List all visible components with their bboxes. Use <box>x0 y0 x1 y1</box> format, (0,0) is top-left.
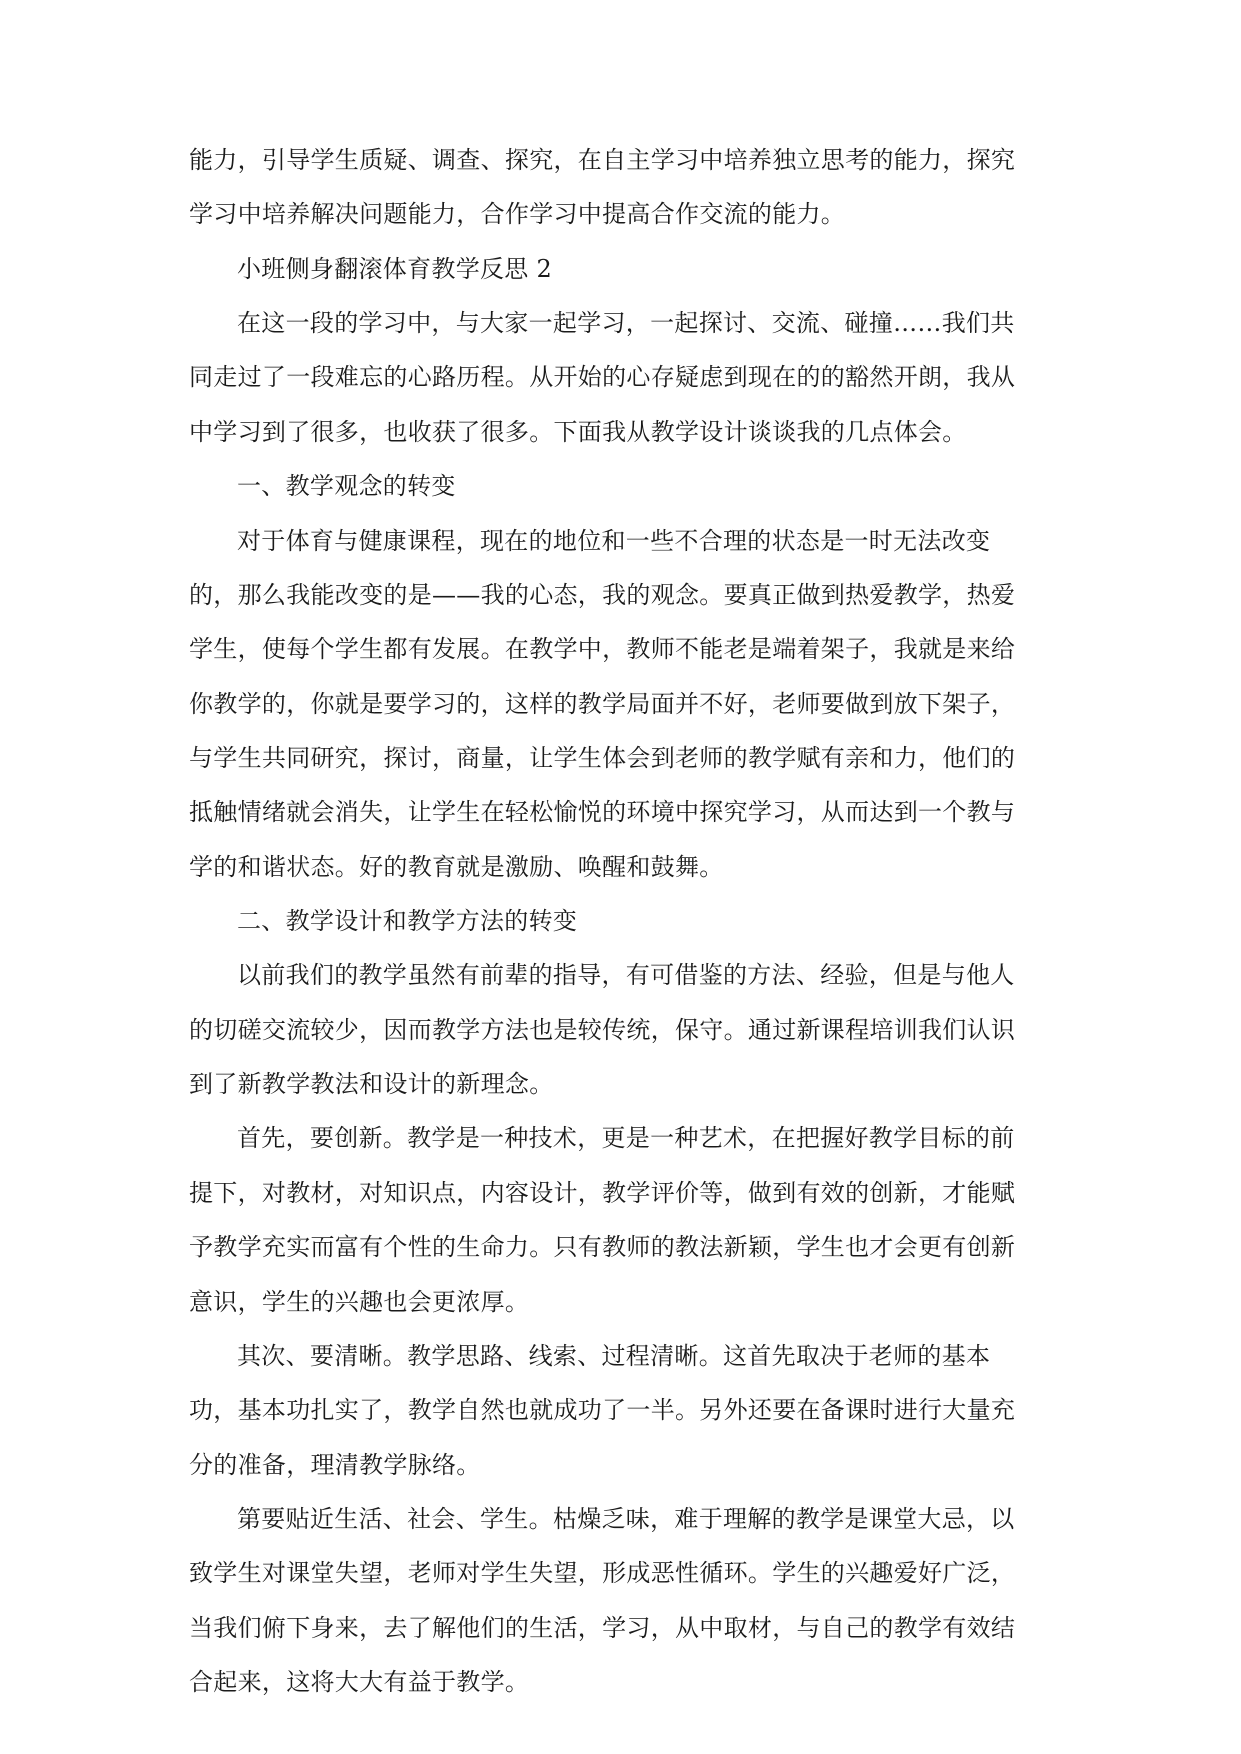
paragraph-line: 学习中培养解决问题能力，合作学习中提高合作交流的能力。 <box>189 200 846 228</box>
paragraph-line: 中学习到了很多，也收获了很多。下面我从教学设计谈谈我的几点体会。 <box>189 418 967 446</box>
paragraph-line: 功，基本功扎实了，教学自然也就成功了一半。另外还要在备课时进行大量充 <box>189 1396 1016 1424</box>
paragraph-line: 致学生对课堂失望，老师对学生失望，形成恶性循环。学生的兴趣爱好广泛， <box>189 1559 1016 1587</box>
paragraph-line: 其次、要清晰。教学思路、线索、过程清晰。这首先取决于老师的基本 <box>237 1342 991 1370</box>
paragraph-line: 合起来，这将大大有益于教学。 <box>189 1668 530 1696</box>
paragraph-line: 分的准备，理清教学脉络。 <box>189 1451 481 1479</box>
paragraph-line: 第要贴近生活、社会、学生。枯燥乏味，难于理解的教学是课堂大忌，以 <box>237 1505 1015 1533</box>
paragraph-line: 的，那么我能改变的是——我的心态，我的观念。要真正做到热爱教学，热爱 <box>189 581 1016 609</box>
paragraph-line: 学生，使每个学生都有发展。在教学中，教师不能老是端着架子，我就是来给 <box>189 635 1016 663</box>
section-heading: 一、教学观念的转变 <box>237 472 456 500</box>
paragraph-line: 到了新教学教法和设计的新理念。 <box>189 1070 554 1098</box>
paragraph-line: 同走过了一段难忘的心路历程。从开始的心存疑虑到现在的的豁然开朗，我从 <box>189 363 1016 391</box>
paragraph-line: 你教学的，你就是要学习的，这样的教学局面并不好，老师要做到放下架子， <box>189 690 1016 718</box>
paragraph-line: 在这一段的学习中，与大家一起学习，一起探讨、交流、碰撞……我们共 <box>237 309 1015 337</box>
paragraph-line: 与学生共同研究，探讨，商量，让学生体会到老师的教学赋有亲和力，他们的 <box>189 744 1016 772</box>
paragraph-line: 当我们俯下身来，去了解他们的生活，学习，从中取材，与自己的教学有效结 <box>189 1614 1016 1642</box>
paragraph-line: 能力，引导学生质疑、调查、探究，在自主学习中培养独立思考的能力，探究 <box>189 146 1016 174</box>
paragraph-line: 首先，要创新。教学是一种技术，更是一种艺术，在把握好教学目标的前 <box>237 1124 1015 1152</box>
paragraph-line: 予教学充实而富有个性的生命力。只有教师的教法新颖，学生也才会更有创新 <box>189 1233 1016 1261</box>
section-heading: 二、教学设计和教学方法的转变 <box>237 907 578 935</box>
paragraph-line: 抵触情绪就会消失，让学生在轻松愉悦的环境中探究学习，从而达到一个教与 <box>189 798 1016 826</box>
paragraph-line: 提下，对教材，对知识点，内容设计，教学评价等，做到有效的创新，才能赋 <box>189 1179 1016 1207</box>
paragraph-line: 对于体育与健康课程，现在的地位和一些不合理的状态是一时无法改变 <box>237 527 991 555</box>
paragraph-line: 以前我们的教学虽然有前辈的指导，有可借鉴的方法、经验，但是与他人 <box>237 961 1015 989</box>
paragraph-line: 的切磋交流较少，因而教学方法也是较传统，保守。通过新课程培训我们认识 <box>189 1016 1016 1044</box>
section-title: 小班侧身翻滚体育教学反思 2 <box>237 255 553 283</box>
paragraph-line: 意识，学生的兴趣也会更浓厚。 <box>189 1288 530 1316</box>
paragraph-line: 学的和谐状态。好的教育就是激励、唤醒和鼓舞。 <box>189 853 724 881</box>
